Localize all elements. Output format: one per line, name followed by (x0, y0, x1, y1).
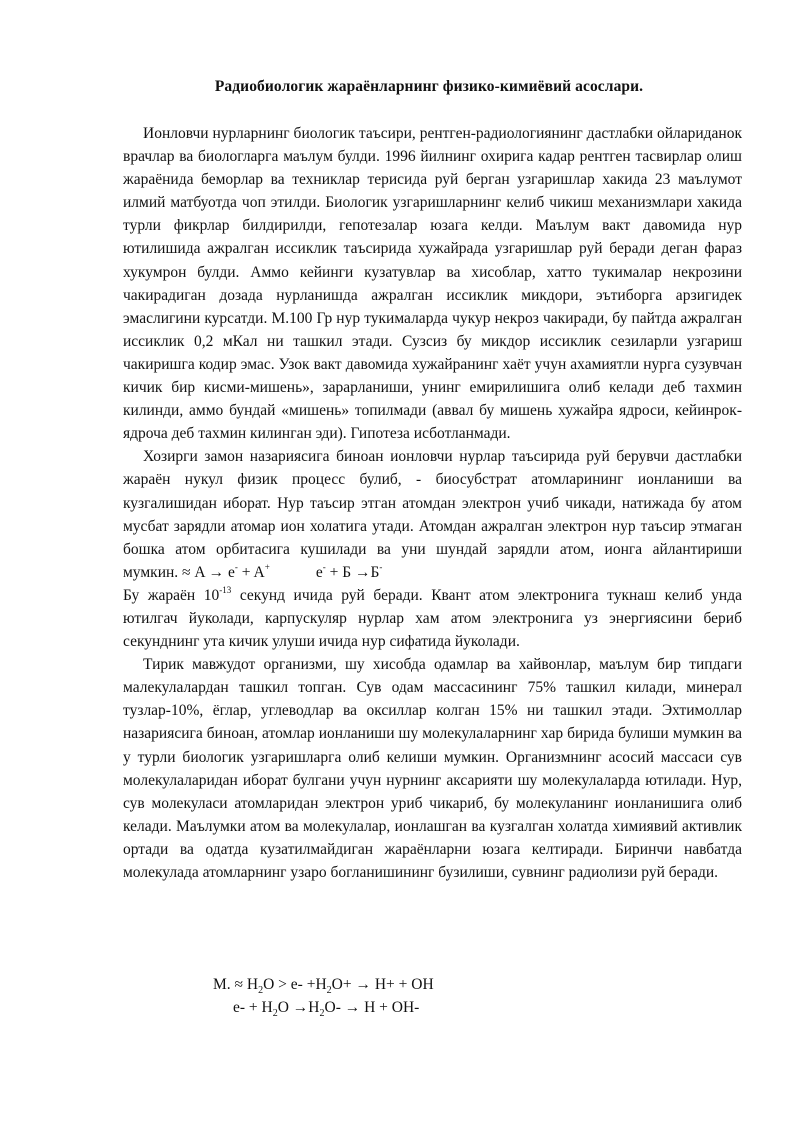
formula-water-radiolysis-1: М. ≈ $Н_2О > e- +Н_2О+ \to Н+$ + ОН (213, 976, 434, 997)
paragraph-2 (123, 445, 742, 653)
document-body (123, 122, 742, 884)
page-title: Радиобиологик жараёнларнинг физико-кимиёвий асослари. (214, 78, 644, 95)
paragraph-2-text: Хозирги замон назариясига биноан ионловчи нурлар таъсирида руй берувчи дастлабки жараён нукул физик процесс булиб, - биосубстрат атомларининг ионланиши ва кузгалишидан иборат. Нур таъсир этган атомдан электрон учиб чикади, натижада бу атом мусбат зарядли атомар ион холатига утади. Атомдан ажралган электрон нур таъсир этмаган бошка атом орбитасига кушилади ва уни шундай зарядли атом, ионга айлантириши мумкин. (123, 448, 742, 581)
paragraph-3: Тирик мавжудот организми, шу хисобда одамлар ва хайвонлар, маълум бир типдаги малекулалардан ташкил топган. Сув одам массасининг 75% ташкил килади, минерал тузлар-10%, ёглар, углеводлар ва оксиллар колган 15% ни ташкил этади. Эхтимоллар назариясига биноан, атомлар ионланиши шу молекулаларнинг хар бирида булиши мумкин ва у турли биологик узгаришларга олиб келиши мумкин. Организмнинг асосий массаси сув молекулаларидан иборат булгани учун нурнинг аксарияти шу молекулаларда ютилади. Нур, сув молекуласи атомларидан электрон уриб чикариб, бу молекуланинг ионланишига олиб келади. Маълумки атом ва молекулалар, ионлашган ва кузгалган холатда химиявий активлик ортади ва одатда кузатилмайдиган жараёнларни юзага келтиради. Биринчи навбатда молекулада атомларнинг узаро богланишининг бузилиши, сувнинг радиолизи руй беради. (123, 656, 742, 881)
equation-atom-ionization: ≈ A → e- + A+ (182, 561, 270, 581)
paragraph-1: Ионловчи нурларнинг биологик таъсири, рентген-радиологиянинг дастлабки ойлариданок врачлар ва биологларга маълум булди. 1996 йилнинг охирига кадар рентген тасвирлар олиш жараёнида беморлар ва техниклар терисида руй берган узгаришлар хакида 23 маълумот илмий матбуотда чоп этилди. Биологик узгаришларнинг келиб чикиш механизмлари хакида турли фикрлар билдирилди, гепотезалар юзага келди. Маълум вакт давомида нур ютилишида ажралган иссиклик таъсирида хужайрада узгаришлар руй беради деган фараз хукумрон булди. Аммо кейинги кузатувлар ва хисоблар, хатто тукималар некрозини чакирадиган дозада нурланишда ажралган иссиклик микдори, эътиборга арзигидек эмаслигини курсатди. М.100 Гр нур тукималарда чукур некроз чакиради, бу пайтда ажралган иссиклик 0,2 мКал ни ташкил этади. Сузсиз бу микдор иссиклик сезиларли узгариш чакиришга кодир эмас. Узок вакт давомида хужайранинг хаёт учун ахамиятли нурга сузувчан кичик бир кисми-мишень», зарарланиши, унинг емирилишига олиб келади деб тахмин килинди, аммо бундай «мишень» топилмади (аввал бу мишень хужайра ядроси, кейинрок-ядроча деб тахмин килинган эди). Гипотеза исботланмади. (123, 125, 742, 443)
formula-water-radiolysis-2: $e- + Н_2О \to Н_2О- \to Н + ОН-$ (233, 999, 420, 1020)
equation-electron-capture: e- + Б →Б- (315, 561, 383, 581)
paragraph-2-continuation: Бу жараён $10^{-13}$ секунд ичида руй беради. Квант атом электронига тукнаш келиб унда ютилгач йуколади, карпускуляр нурлар хам атом электронига уз энергиясини бериб секунднинг ута кичик улуши ичида нур сифатида йуколади. (123, 584, 742, 651)
